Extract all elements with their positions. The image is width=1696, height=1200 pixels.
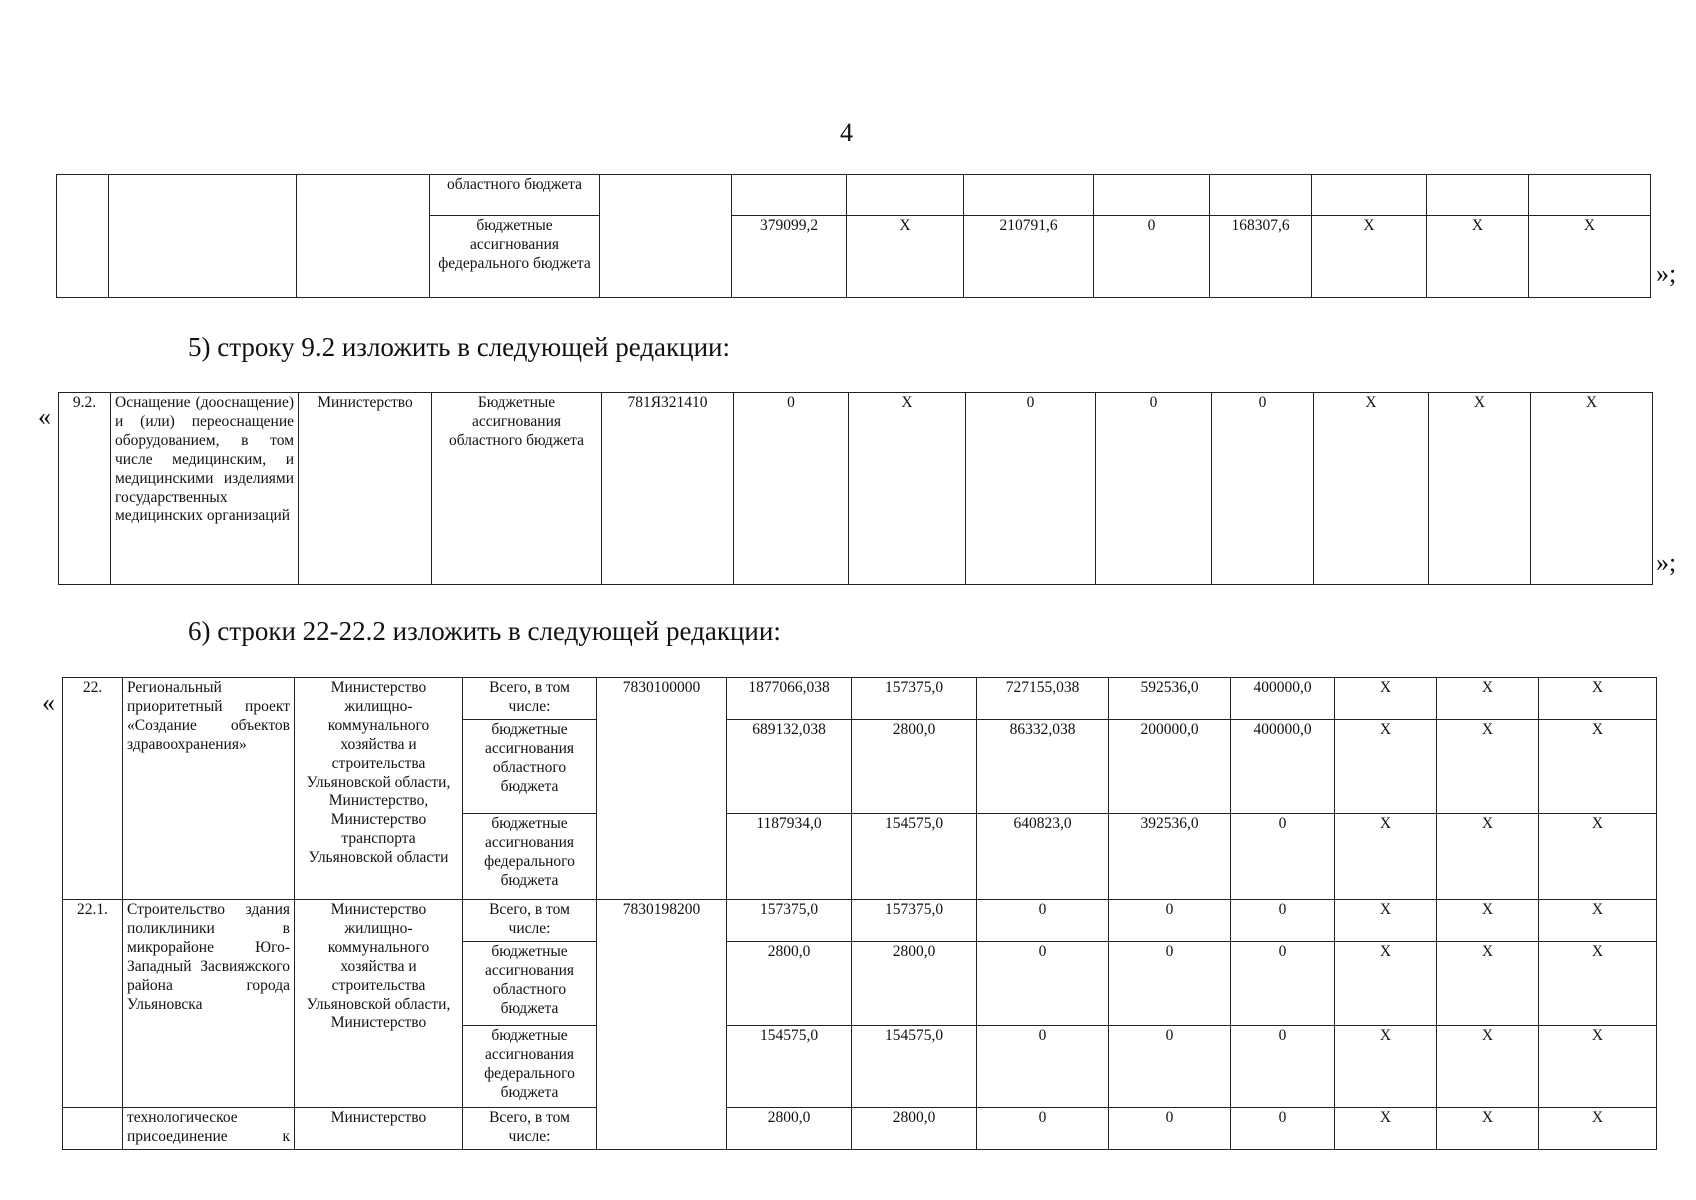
source-cell: областного бюджета: [430, 175, 600, 216]
value-cell: 0: [977, 942, 1109, 1026]
value-cell: X: [1312, 216, 1427, 298]
value-cell: 200000,0: [1109, 720, 1231, 814]
code-cell: 7830198200: [597, 900, 727, 1150]
empty-cell: [109, 175, 297, 298]
code-cell: [600, 175, 732, 298]
value-cell: X: [1335, 1026, 1437, 1108]
open-quote: «: [42, 688, 55, 717]
value-cell: X: [1437, 1108, 1539, 1150]
value-cell: 2800,0: [727, 942, 852, 1026]
value-cell: 168307,6: [1210, 216, 1312, 298]
value-cell: X: [1437, 1026, 1539, 1108]
row-executor: Министерство жилищно-коммунального хозяйства и строительства Ульяновской области, Министерство: [295, 900, 463, 1108]
value-cell: 0: [1231, 814, 1335, 900]
value-cell: X: [847, 216, 964, 298]
close-quote: »;: [1656, 548, 1677, 577]
value-cell: 0: [1231, 1108, 1335, 1150]
value-cell: X: [1335, 900, 1437, 942]
table-row: [59, 393, 1653, 585]
value-cell: X: [1531, 393, 1653, 585]
value-cell: 0: [1109, 942, 1231, 1026]
value-cell: 0: [1231, 1026, 1335, 1108]
row-executor: Министерство жилищно-коммунального хозяйства и строительства Ульяновской области, Министерство, Министерство транспорта Ульяновской области: [295, 678, 463, 900]
value-cell: X: [1335, 942, 1437, 1026]
value-cell: X: [1437, 900, 1539, 942]
code-cell: 7830100000: [597, 678, 727, 900]
table-row: [63, 1108, 1657, 1150]
value-cell: 2800,0: [852, 942, 977, 1026]
empty-cell: [964, 175, 1094, 216]
value-cell: 0: [1231, 942, 1335, 1026]
value-cell: 2800,0: [727, 1108, 852, 1150]
row-executor: Министерство: [299, 393, 432, 585]
value-cell: X: [1539, 1108, 1657, 1150]
page-number: 4: [840, 118, 853, 147]
value-cell: 379099,2: [732, 216, 847, 298]
value-cell: X: [1539, 1026, 1657, 1108]
value-cell: 210791,6: [964, 216, 1094, 298]
value-cell: 154575,0: [852, 814, 977, 900]
value-cell: X: [1437, 720, 1539, 814]
value-cell: 727155,038: [977, 678, 1109, 720]
row-name: технологическое присоединение к: [123, 1108, 295, 1150]
top-table-row: [57, 175, 1651, 216]
value-cell: 592536,0: [1109, 678, 1231, 720]
row-executor: Министерство: [295, 1108, 463, 1150]
source-cell: Всего, в том числе:: [463, 678, 597, 720]
value-cell: 154575,0: [852, 1026, 977, 1108]
source-cell: Бюджетные ассигнования областного бюджета: [432, 393, 602, 585]
close-quote: »;: [1656, 259, 1677, 288]
empty-cell: [1529, 175, 1651, 216]
value-cell: X: [1335, 1108, 1437, 1150]
row-number: [63, 1108, 123, 1150]
value-cell: X: [1335, 678, 1437, 720]
source-cell: Всего, в том числе:: [463, 1108, 597, 1150]
heading-item-6: 6) строки 22-22.2 изложить в следующей редакции:: [188, 616, 781, 646]
table-item-6: [62, 677, 1657, 1150]
value-cell: 0: [734, 393, 849, 585]
value-cell: 0: [1231, 900, 1335, 942]
source-cell: бюджетные ассигнования федерального бюджета: [463, 1026, 597, 1108]
value-cell: 0: [1096, 393, 1212, 585]
row-number: 22.1.: [63, 900, 123, 1108]
code-cell: 781Я321410: [602, 393, 734, 585]
empty-cell: [847, 175, 964, 216]
value-cell: 392536,0: [1109, 814, 1231, 900]
value-cell: 1187934,0: [727, 814, 852, 900]
value-cell: 689132,038: [727, 720, 852, 814]
value-cell: 400000,0: [1231, 678, 1335, 720]
value-cell: X: [1437, 814, 1539, 900]
row-name: Строительство здания поликлиники в микрорайоне Юго-Западный Засвияжского района города Ульяновска: [123, 900, 295, 1108]
value-cell: 0: [1109, 1026, 1231, 1108]
value-cell: 157375,0: [852, 678, 977, 720]
value-cell: 86332,038: [977, 720, 1109, 814]
value-cell: 157375,0: [852, 900, 977, 942]
value-cell: 0: [1094, 216, 1210, 298]
source-cell: бюджетные ассигнования областного бюджета: [463, 720, 597, 814]
value-cell: 154575,0: [727, 1026, 852, 1108]
value-cell: 640823,0: [977, 814, 1109, 900]
value-cell: 0: [977, 1026, 1109, 1108]
value-cell: X: [1429, 393, 1531, 585]
value-cell: 2800,0: [852, 720, 977, 814]
value-cell: X: [1437, 678, 1539, 720]
value-cell: X: [1529, 216, 1651, 298]
heading-item-5: 5) строку 9.2 изложить в следующей редакции:: [188, 332, 731, 362]
row-name: Региональный приоритетный проект «Создание объектов здравоохранения»: [123, 678, 295, 900]
source-cell: бюджетные ассигнования областного бюджета: [463, 942, 597, 1026]
value-cell: 0: [977, 1108, 1109, 1150]
value-cell: X: [1314, 393, 1429, 585]
value-cell: X: [1539, 678, 1657, 720]
value-cell: X: [1427, 216, 1529, 298]
value-cell: X: [1335, 814, 1437, 900]
value-cell: 157375,0: [727, 900, 852, 942]
table-row: [63, 900, 1657, 942]
value-cell: 400000,0: [1231, 720, 1335, 814]
empty-cell: [297, 175, 430, 298]
empty-cell: [1427, 175, 1529, 216]
value-cell: X: [849, 393, 966, 585]
value-cell: 1877066,038: [727, 678, 852, 720]
value-cell: 0: [1109, 900, 1231, 942]
table-item-5: [58, 392, 1653, 585]
table-row: [63, 678, 1657, 720]
source-cell: бюджетные ассигнования федерального бюджета: [463, 814, 597, 900]
row-name: Оснащение (дооснащение) и (или) переоснащение оборудованием, в том числе медицинским, и медицинскими изделиями государственных медицинских организаций: [111, 393, 299, 585]
value-cell: X: [1539, 900, 1657, 942]
value-cell: X: [1539, 814, 1657, 900]
source-cell: Всего, в том числе:: [463, 900, 597, 942]
empty-cell: [732, 175, 847, 216]
value-cell: X: [1437, 942, 1539, 1026]
open-quote: «: [38, 402, 51, 431]
empty-cell: [1312, 175, 1427, 216]
top-table: [56, 174, 1651, 298]
empty-cell: [57, 175, 109, 298]
value-cell: 0: [1109, 1108, 1231, 1150]
source-cell: бюджетные ассигнования федерального бюджета: [430, 216, 600, 298]
empty-cell: [1094, 175, 1210, 216]
row-number: 9.2.: [59, 393, 111, 585]
row-number: 22.: [63, 678, 123, 900]
value-cell: 0: [977, 900, 1109, 942]
value-cell: X: [1335, 720, 1437, 814]
empty-cell: [1210, 175, 1312, 216]
value-cell: X: [1539, 942, 1657, 1026]
value-cell: 0: [966, 393, 1096, 585]
value-cell: X: [1539, 720, 1657, 814]
value-cell: 0: [1212, 393, 1314, 585]
value-cell: 2800,0: [852, 1108, 977, 1150]
